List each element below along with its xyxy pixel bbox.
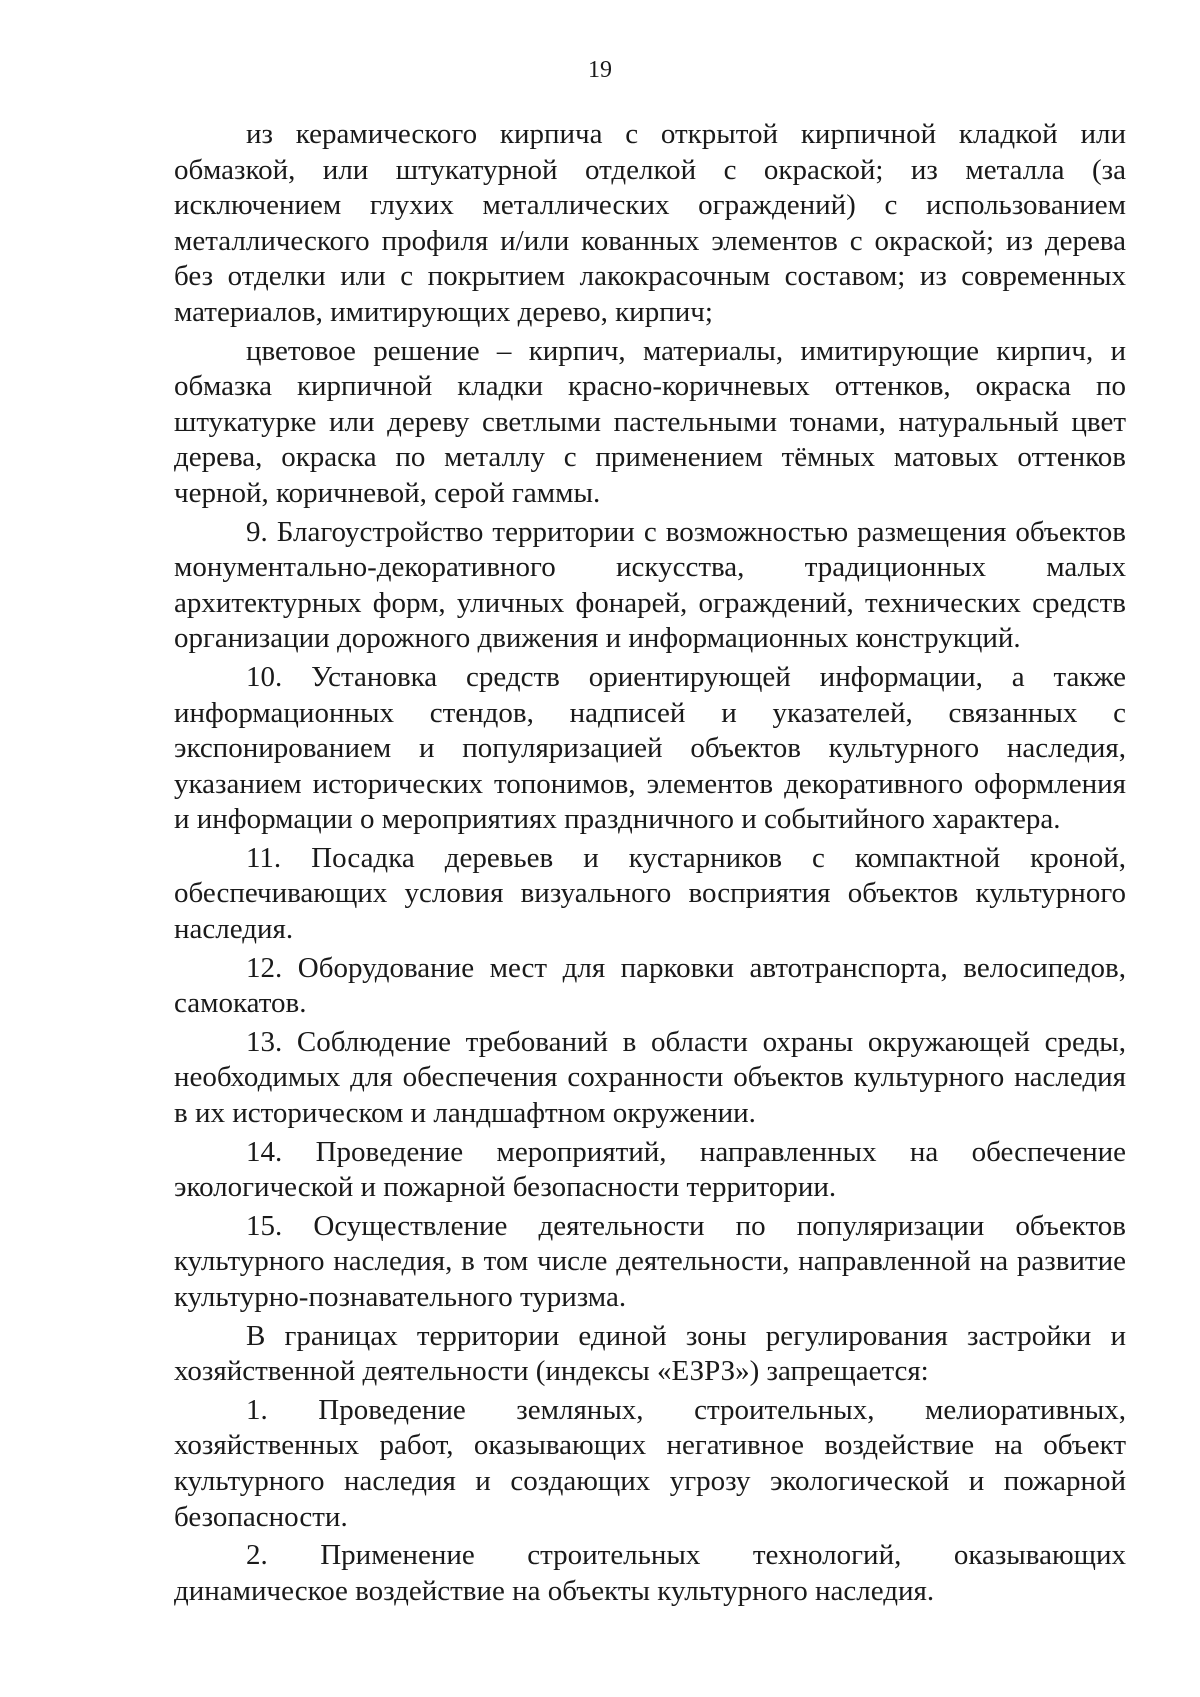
- paragraph-item-13: 13. Соблюдение требований в области охраны окружающей среды, необходимых для обеспечения сохранности объектов культурного наследия в их историческом и ландшафтном окружении.: [174, 1025, 1126, 1130]
- paragraph-color-scheme: цветовое решение – кирпич, материалы, имитирующие кирпич, и обмазка кирпичной кладки красно-коричневых оттенков, окраска по штукатурке или дереву светлыми пастельными тонами, натуральный цвет дерева, окраска по металлу с применением тёмных матовых оттенков черной, коричневой, серой гаммы.: [174, 334, 1126, 509]
- paragraph-fence-materials: из керамического кирпича с открытой кирпичной кладкой или обмазкой, или штукатурной отделкой с окраской; из металла (за исключением глухих металлических ограждений) с использованием металлического профиля и/или кованных элементов с окраской; из дерева без отделки или с покрытием лакокрасочным составом; из современных материалов, имитирующих дерево, кирпич;: [174, 118, 1126, 328]
- paragraph-item-12: 12. Оборудование мест для парковки автотранспорта, велосипедов, самокатов.: [174, 951, 1126, 1020]
- paragraph-prohibition-1: 1. Проведение земляных, строительных, мелиоративных, хозяйственных работ, оказывающих негативное воздействие на объект культурного наследия и создающих угрозу экологической и пожарной безопасности.: [174, 1393, 1126, 1533]
- page-number: 19: [588, 57, 612, 83]
- paragraph-prohibition-2: 2. Применение строительных технологий, оказывающих динамическое воздействие на объекты культурного наследия.: [174, 1539, 1126, 1607]
- paragraph-prohibitions-intro: В границах территории единой зоны регулирования застройки и хозяйственной деятельности (индексы «ЕЗРЗ») запрещается:: [174, 1319, 1126, 1388]
- paragraph-item-10: 10. Установка средств ориентирующей информации, а также информационных стендов, надписей и указателей, связанных с экспонированием и популяризацией объектов культурного наследия, указанием исторических топонимов, элементов декоративного оформления и информации о мероприятиях праздничного и событийного характера.: [174, 660, 1126, 836]
- paragraph-item-11: 11. Посадка деревьев и кустарников с компактной кроной, обеспечивающих условия визуального восприятия объектов культурного наследия.: [174, 841, 1126, 946]
- paragraph-item-14: 14. Проведение мероприятий, направленных на обеспечение экологической и пожарной безопасности территории.: [174, 1135, 1126, 1204]
- document-body: [174, 117, 1126, 1609]
- paragraph-item-15: 15. Осуществление деятельности по популяризации объектов культурного наследия, в том числе деятельности, направленной на развитие культурно-познавательного туризма.: [174, 1209, 1126, 1313]
- paragraph-item-9: 9. Благоустройство территории с возможностью размещения объектов монументально-декоративного искусства, традиционных малых архитектурных форм, уличных фонарей, ограждений, технических средств организации дорожного движения и информационных конструкций.: [174, 515, 1126, 655]
